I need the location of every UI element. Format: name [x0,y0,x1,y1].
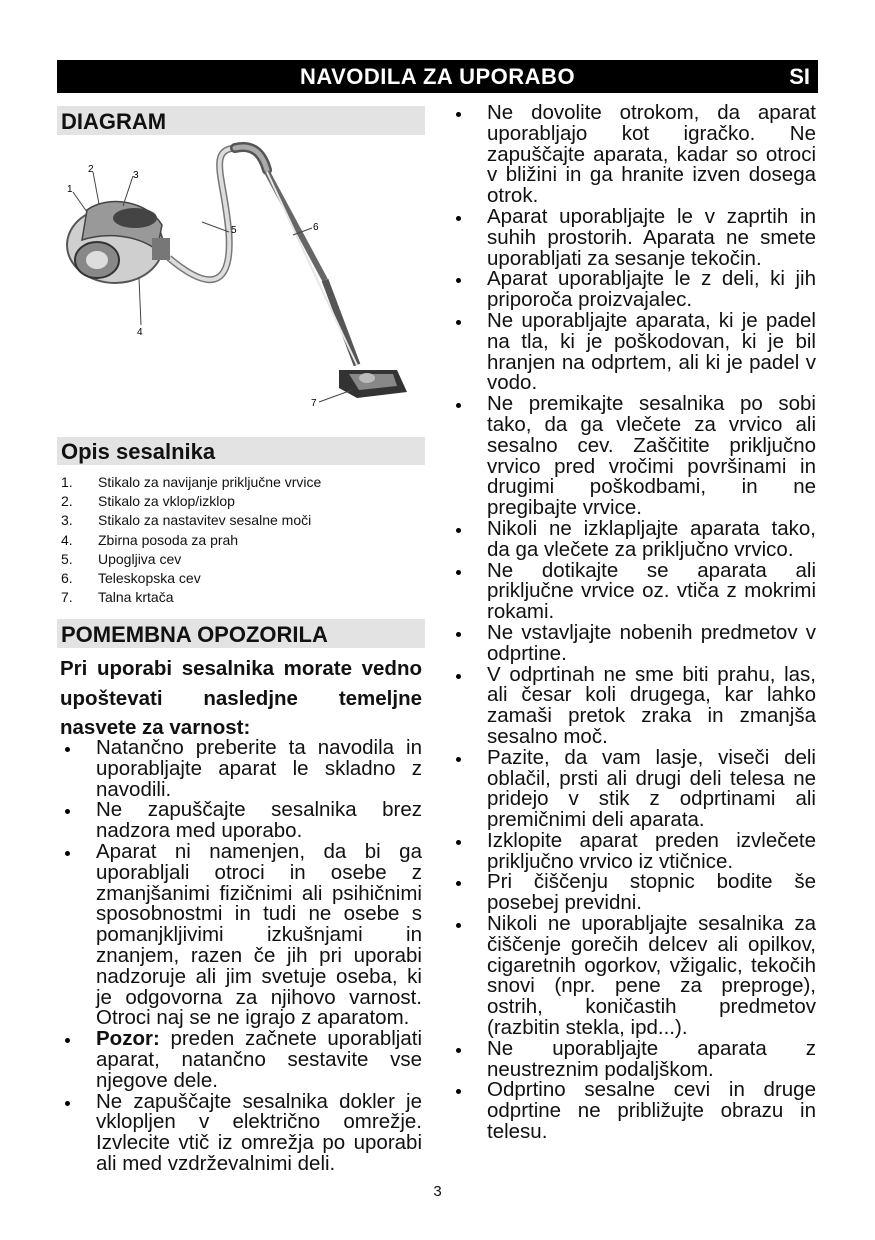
part-item [61,531,321,550]
warning-item: Ne vstavljajte nobenih predmetov v odprtine. [452,623,816,665]
warnings-intro [60,654,422,743]
page-header [57,60,818,93]
part-label: Stikalo za nastavitev sesalne moči [98,512,312,529]
warning-item: Pazite, da vam lasje, viseči deli oblačil, prsti ali drugi deli telesa ne pridejo v stik z odprtinami ali premičnimi deli aparata. [452,748,816,831]
warnings-list-left [61,738,422,1175]
page-number: 3 [433,1183,442,1200]
part-number: 2. [61,493,73,510]
part-item [61,492,321,511]
warning-item: Nikoli ne uporabljajte sesalnika za čiščenje gorečih delcev ali opilkov, cigaretnih ogorkov, vžigalic, tekočih snovi (npr. pene za preproge), ostrih, koničastih predmetov (razbitin stekla, ipd...). [452,914,816,1039]
part-item [61,550,321,569]
warning-item: Nikoli ne izklapljajte aparata tako, da ga vlečete za priključno vrvico. [452,519,816,561]
warning-item: Ne zapuščajte sesalnika dokler je vklopljen v električno omrežje. Izvlecite vtič iz omrežja po uporabi ali med vzdrževalnimi deli. [61,1092,422,1175]
diagram-heading: DIAGRAM [57,106,425,135]
part-item [61,588,321,607]
callout-4: 4 [137,327,143,338]
part-label: Zbirna posoda za prah [98,531,239,548]
warning-text: preden začnete uporabljati aparat, natančno sestavite vse njegove dele. [96,1027,422,1092]
warning-item: V odprtinah ne sme biti prahu, las, ali česar koli drugega, kar lahko zamaši pretok zraka in zmanjša sesalno moč. [452,665,816,748]
warning-item: Ne dovolite otrokom, da aparat uporabljajo kot igračko. Ne zapuščajte aparata, kadar so otroci v bližini in ga hranite izven dosega otrok. [452,103,816,207]
part-number: 3. [61,512,73,529]
warning-item: Ne uporabljajte aparata z neustreznim podaljškom. [452,1039,816,1081]
part-number: 5. [61,550,73,567]
callout-1: 1 [67,184,73,195]
warnings-heading: POMEMBNA OPOZORILA [57,619,425,648]
callout-2: 2 [88,164,94,175]
warning-item [61,1029,422,1091]
parts-heading: Opis sesalnika [57,437,425,465]
parts-list [61,473,321,607]
intro-line-3: nasvete za varnost: [60,716,251,739]
warning-item: Izklopite aparat preden izvlečete priključno vrvico iz vtičnice. [452,831,816,873]
warning-item: Odprtino sesalne cevi in druge odprtine ne približujte obrazu in telesu. [452,1080,816,1142]
warning-label: Pozor: [96,1027,160,1051]
callout-3: 3 [133,170,139,181]
part-label: Talna krtača [98,589,174,606]
warning-item: Pri čiščenju stopnic bodite še posebej previdni. [452,872,816,914]
vacuum-cleaner-illustration [57,140,425,430]
warning-item: Ne uporabljajte aparata, ki je padel na tla, ki je poškodovan, ki je bil hranjen na odprtem, ali ki je padel v vodo. [452,311,816,394]
warning-item: Ne zapuščajte sesalnika brez nadzora med uporabo. [61,800,422,842]
warning-item: Aparat uporabljajte le v zaprtih in suhih prostorih. Aparata ne smete uporabljati za sesanje tekočin. [452,207,816,269]
part-number: 1. [61,474,73,490]
part-number: 6. [61,569,73,586]
part-item [61,569,321,588]
intro-line-1: Pri uporabi sesalnika morate vedno [60,657,422,680]
warning-item: Aparat uporabljajte le z deli, ki jih priporoča proizvajalec. [452,269,816,311]
part-number: 4. [61,531,73,548]
callout-7: 7 [311,398,317,409]
part-item [61,473,321,492]
callout-6: 6 [313,222,319,233]
warning-item: Aparat ni namenjen, da bi ga uporabljali otroci in osebe z zmanjšanimi fizičnimi ali psihičnimi sposobnostmi in tudi ne osebe s pomanjkljivimi izkušnjami in znanjem, razen če jih pri uporabi nadzoruje ali jim svetuje oseba, ki je odgovorna za njihovo varnost. Otroci naj se ne igrajo z aparatom. [61,842,422,1029]
part-number: 7. [61,589,73,606]
callout-5: 5 [231,225,237,236]
warning-item: Ne premikajte sesalnika po sobi tako, da ga vlečete za vrvico ali sesalno cev. Zaščitite priključno vrvico pred vročimi površinami in drugimi poškodbami, in ne pregibajte vrvice. [452,394,816,519]
part-label: Upogljiva cev [98,550,182,567]
warning-item: Natančno preberite ta navodila in uporabljajte aparat le skladno z navodili. [61,738,422,800]
language-code: SI [789,64,810,89]
part-label: Teleskopska cev [98,569,201,586]
warnings-list-right [452,103,816,1143]
warning-item: Ne dotikajte se aparata ali priključne vrvice oz. vtiča z mokrimi rokami. [452,561,816,623]
part-item [61,511,321,530]
header-title: NAVODILA ZA UPORABO [299,64,576,89]
part-label: Stikalo za vklop/izklop [98,493,235,510]
part-label: Stikalo za navijanje priključne vrvice [98,474,322,490]
intro-line-2: upoštevati nasledjne temeljne [60,686,422,710]
